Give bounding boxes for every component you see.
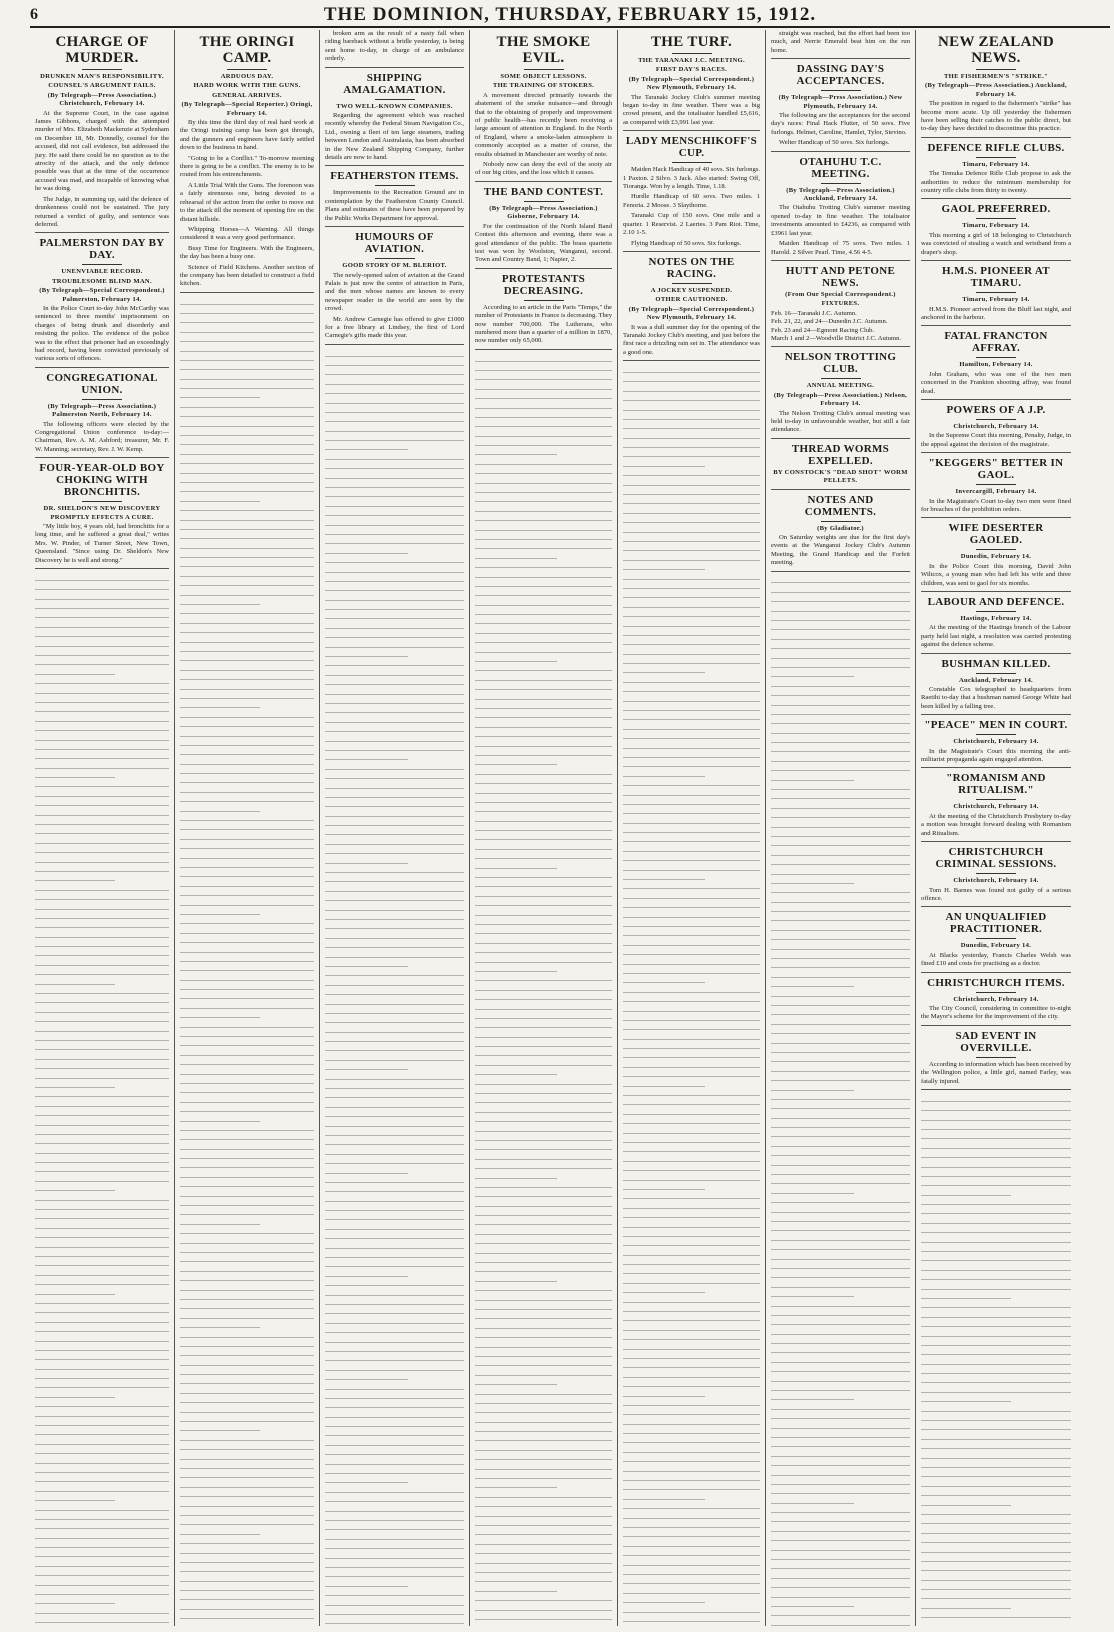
article-separator bbox=[921, 841, 1071, 842]
article-paragraph: John Graham, who was one of the two men concerned in the Frankton shooting affray, was found dead. bbox=[921, 370, 1071, 395]
article-dateline: (By Gladiator.) bbox=[817, 524, 864, 532]
article-body bbox=[623, 166, 760, 248]
headline-rule bbox=[976, 1057, 1016, 1058]
article bbox=[921, 719, 1071, 764]
headline-rule bbox=[976, 673, 1016, 674]
article-paragraph: Science of Field Kitchens. Another section of the company has been detailed to construct a field kitchen. bbox=[180, 263, 314, 288]
article-paragraph: For the continuation of the North Island Band Contest this afternoon and evening, there was a good attendance of the public. The brass quartette test was won by Woolston, Wanganui, second. Town and Country Band, 1; Napier, 2. bbox=[475, 222, 612, 264]
headline-rule bbox=[672, 162, 712, 163]
article-headline: FEATHERSTON ITEMS. bbox=[330, 170, 459, 183]
article-dateline: Dunedin, February 14. bbox=[960, 942, 1032, 950]
article-headline: NELSON TROTTING CLUB. bbox=[784, 351, 897, 376]
article-headline: FOUR-YEAR-OLD BOY CHOKING WITH BRONCHITIS. bbox=[39, 462, 165, 499]
article-paragraph: Whipping Horses—A Warning. All things considered it was a very good performance. bbox=[180, 225, 314, 242]
article bbox=[35, 372, 169, 454]
article-headline: CHRISTCHURCH CRIMINAL SESSIONS. bbox=[935, 846, 1057, 871]
headline-rule bbox=[821, 521, 861, 522]
article-body bbox=[771, 30, 910, 55]
headline-rule bbox=[821, 90, 861, 91]
article-dateline: Christchurch, February 14. bbox=[953, 995, 1039, 1003]
article-paragraph: "My little boy, 4 years old, had bronchitis for a long time, and he suffered a great deal," writes Mrs. W. Pinder, of Turner Street, New Town, Queensland. "Since using Dr. Sheldon's New Discovery he is well and strong." bbox=[35, 523, 169, 564]
article-separator bbox=[623, 251, 760, 252]
ad-subheading: BY CONSTOCK'S "DEAD SHOT" WORM PELLETS. bbox=[773, 468, 908, 485]
article-dateline: (By Telegraph—Press Association.) Christchurch, February 14. bbox=[47, 91, 157, 108]
article-paragraph: This morning a girl of 18 belonging to Christchurch was convicted of stealing a watch and wristband from a draper's shop. bbox=[921, 231, 1071, 256]
article bbox=[921, 34, 1071, 134]
article-subheading: TROUBLESOME BLIND MAN. bbox=[52, 277, 152, 285]
article-subheading: HARD WORK WITH THE GUNS. bbox=[193, 82, 301, 90]
headline-rule bbox=[976, 734, 1016, 735]
article-paragraph: Improvements to the Recreation Ground are in contemplation by the Featherston County Council. Plans and estimates of these have been prepared by the Public Works Department for approval. bbox=[325, 189, 464, 222]
article-dateline: (By Telegraph—Special Correspondent.) New Plymouth, February 14. bbox=[628, 75, 755, 92]
article-dateline: (By Telegraph—Press Association.) Gisborne, February 14. bbox=[489, 204, 598, 221]
article-dateline: (By Telegraph—Press Association.) Nelson, February 14. bbox=[773, 391, 908, 408]
article-headline: "KEGGERS" BETTER IN GAOL. bbox=[928, 457, 1064, 482]
article-separator bbox=[35, 568, 169, 569]
article bbox=[921, 772, 1071, 838]
article-paragraph: At the meeting of the Christchurch Presbytery to-day a motion was brought forward dealing with Romanism and Ritualism. bbox=[921, 812, 1071, 837]
article-headline: "ROMANISM AND RITUALISM." bbox=[946, 772, 1046, 797]
article bbox=[771, 30, 910, 55]
article-separator bbox=[921, 972, 1071, 973]
headline-rule bbox=[82, 69, 122, 70]
article-paragraph: According to an article in the Paris "Temps," the number of Protestants in France is decreasing. They now number 700,000. The Lutherans, who numbered more than a quarter of a million in 1870, now number only 65,000. bbox=[475, 303, 612, 345]
article-dateline: (By Telegraph—Special Correspondent.) Palmerston, February 14. bbox=[39, 287, 165, 303]
article-paragraph: At the meeting of the Hastings branch of the Labour party held last night, a resolution was carried protesting against the defence scheme. bbox=[921, 624, 1071, 649]
article-separator bbox=[180, 292, 314, 293]
column-7 bbox=[916, 30, 1076, 1626]
column-4 bbox=[470, 30, 618, 1626]
article-separator bbox=[771, 571, 910, 572]
article-body bbox=[35, 523, 169, 565]
article-body bbox=[921, 1061, 1071, 1086]
article-headline: THE TURF. bbox=[650, 34, 733, 50]
article-paragraph: Mr. Andrew Carnegie has offered to give £1000 for a free library at Lindsey, the first of Lord Carnegie's gifts made this year. bbox=[325, 315, 464, 340]
article-separator bbox=[921, 591, 1071, 592]
article bbox=[35, 34, 169, 229]
article-headline: SHIPPING AMALGAMATION. bbox=[343, 71, 446, 96]
article bbox=[475, 186, 612, 265]
article bbox=[921, 846, 1071, 903]
article-subheading: OTHER CAUTIONED. bbox=[655, 296, 728, 304]
article-headline: WIFE DESERTER GAOLED. bbox=[948, 522, 1044, 547]
article bbox=[623, 34, 760, 127]
article-headline: NOTES AND COMMENTS. bbox=[804, 493, 877, 518]
article-separator bbox=[771, 151, 910, 152]
article-paragraph: The Taranaki Jockey Club's summer meeting began to-day in fine weather. There was a big crowd present, and the totalisator handled £5,616, as compared with £3,991 last year. bbox=[623, 93, 760, 126]
article-dateline: Christchurch, February 14. bbox=[953, 877, 1039, 885]
article-separator bbox=[921, 325, 1071, 326]
article-body bbox=[921, 498, 1071, 515]
article-paragraph: Hurdle Handicap of 60 sovs. Two miles. 1 Fenoria. 2 Moose. 3 Slaythorne. bbox=[623, 193, 760, 209]
article-paragraph: According to information which has been received by the Wellington police, a little girl, named Farley, was fatally injured. bbox=[921, 1060, 1071, 1085]
article-subheading: TWO WELL-KNOWN COMPANIES. bbox=[336, 102, 453, 110]
fixtures-title: FIXTURES. bbox=[821, 300, 860, 308]
article-separator bbox=[921, 198, 1071, 199]
article-body bbox=[35, 305, 169, 364]
article-separator bbox=[771, 346, 910, 347]
article-headline: CHARGE OF MURDER. bbox=[55, 34, 149, 66]
article-separator bbox=[35, 457, 169, 458]
article-paragraph: Flying Handicap of 50 sovs. Six furlongs. bbox=[631, 239, 742, 247]
article-paragraph: The Judge, in summing up, said the defence of drunkenness could not be sustained. The jury returned a verdict of guilty, and sentence was deferred. bbox=[35, 195, 169, 228]
article-paragraph: The following are the acceptances for the second day's races: Final Hack Flutter, of 50 sovs. Five furlongs. Helmet, Caroline, Hamlet, Tylor, Stevino. bbox=[771, 112, 910, 136]
headline-rule bbox=[672, 283, 712, 284]
article-headline: NOTES ON THE RACING. bbox=[648, 255, 735, 280]
article-headline: THE ORINGI CAMP. bbox=[199, 34, 295, 66]
article-separator bbox=[623, 130, 760, 131]
article-subheading: DR. SHELDON'S NEW DISCOVERY PROMPTLY EFFECTS A CURE. bbox=[43, 505, 161, 521]
article-paragraph: straight was reached, but the effort had been too much, and Nerrie Emerald beat him on the run home. bbox=[771, 30, 910, 54]
headline-rule bbox=[375, 258, 415, 259]
column-filler bbox=[325, 348, 464, 1626]
article-separator bbox=[475, 268, 612, 269]
article-paragraph: At Blacks yesterday, Francis Charles Welsh was fined £10 and costs for practising as a doctor. bbox=[921, 951, 1071, 968]
headline-rule bbox=[821, 183, 861, 184]
headline-rule bbox=[976, 157, 1016, 158]
article-separator bbox=[623, 360, 760, 361]
article bbox=[325, 170, 464, 223]
article-paragraph: Maiden Hack Handicap of 40 sovs. Six furlongs. 1 Paxton. 2 Silvo. 3 Jack. Also started: Swing Off, Tioranga. Won by a length. Time, 1.18. bbox=[623, 166, 760, 191]
article-subheading: THE TRAINING OF STOKERS. bbox=[492, 82, 595, 90]
article-body bbox=[180, 119, 314, 289]
article-body bbox=[921, 306, 1071, 323]
article-body bbox=[35, 110, 169, 230]
headline-rule bbox=[375, 185, 415, 186]
article-paragraph: The newly-opened salon of aviation at the Grand Palais is just now the centre of attraction in Paris, and the men whose names are known to every newspaper reader in the world are seen by the crowd. bbox=[325, 271, 464, 313]
article-separator bbox=[921, 399, 1071, 400]
article-dateline: Hamilton, February 14. bbox=[959, 361, 1033, 369]
article bbox=[921, 596, 1071, 650]
article-paragraph: On Saturday weights are due for the first day's events at the Wanganui Jockey Club's Autumn Meeting, the Grand Handicap and the Forfeit meeting. bbox=[771, 534, 910, 567]
fixture-item: Feb. 16—Taranaki J.C. Autumn. bbox=[771, 309, 857, 317]
article-body bbox=[475, 304, 612, 346]
article-paragraph: In the Magistrate's Court this morning the anti-militarist propaganda again engaged attention. bbox=[921, 747, 1071, 764]
headline-rule bbox=[976, 357, 1016, 358]
headline-rule bbox=[976, 292, 1016, 293]
article-separator bbox=[325, 226, 464, 227]
article-body bbox=[921, 813, 1071, 838]
article-body bbox=[921, 952, 1071, 969]
article-headline: PROTESTANTS DECREASING. bbox=[501, 272, 586, 297]
headline-rule bbox=[82, 501, 122, 502]
article-separator bbox=[35, 367, 169, 368]
hutt-petone-box bbox=[771, 260, 910, 343]
column-filler bbox=[180, 296, 314, 1626]
article-body bbox=[921, 624, 1071, 649]
article-paragraph: In the Magistrate's Court to-day two men were fined for breaches of the prohibition orders. bbox=[921, 497, 1071, 513]
article bbox=[771, 494, 910, 568]
article-dateline: Christchurch, February 14. bbox=[953, 803, 1039, 811]
article-paragraph: A Little Trial With the Guns. The forenoon was a fairly strenuous one, being devoted to a rehearsal of the action from the order to move out to the attack till the moment of opening fire on the distant hillside. bbox=[180, 181, 314, 223]
article-dateline: Christchurch, February 14. bbox=[953, 738, 1039, 746]
article bbox=[771, 156, 910, 257]
headline-rule bbox=[375, 99, 415, 100]
article-headline: THE BAND CONTEST. bbox=[483, 185, 604, 198]
article-separator bbox=[771, 489, 910, 490]
article-subheading: UNENVIABLE RECORD. bbox=[61, 268, 143, 276]
article-subheading: FIRST DAY'S RACES. bbox=[655, 66, 728, 74]
article-paragraph: Welter Handicap of 50 sovs. Six furlongs. bbox=[779, 139, 890, 147]
article-separator bbox=[325, 165, 464, 166]
article-body bbox=[35, 421, 169, 455]
article-dateline: Timaru, February 14. bbox=[962, 296, 1030, 304]
headline-rule bbox=[976, 873, 1016, 874]
article-paragraph: Busy Time for Engineers. With the Engineers, the day has been a busy one. bbox=[180, 244, 314, 261]
article bbox=[325, 30, 464, 64]
article-body bbox=[475, 92, 612, 178]
article-subheading: ANNUAL MEETING. bbox=[806, 382, 875, 390]
article-subheading: DRUNKEN MAN'S RESPONSIBILITY. bbox=[40, 73, 164, 80]
article-dateline: (By Telegraph—Press Association.) Auckland, February 14. bbox=[786, 186, 895, 203]
article bbox=[771, 63, 910, 147]
article-subheading: ARDUOUS DAY. bbox=[220, 73, 274, 80]
article-body bbox=[921, 887, 1071, 904]
article bbox=[921, 658, 1071, 712]
column-filler bbox=[921, 1093, 1071, 1626]
article-separator bbox=[325, 67, 464, 68]
article-headline: BUSHMAN KILLED. bbox=[941, 657, 1051, 670]
article-paragraph: At the Supreme Court, in the case against James Gibbons, charged with the attempted murder of Mrs. Elizabeth Mackenzie at Sydenham on December 18, Mr. Donnelly, counsel for the accused, did not call evidence, but addressed the jury. He said there could be no question as to the atrocity of the attack, and the only defence possible was that at the time of the occurrence accused was mad, and incapable of knowing what he was doing. bbox=[35, 109, 169, 193]
article-body bbox=[475, 223, 612, 265]
article-body bbox=[623, 94, 760, 128]
article-subheading: SOME OBJECT LESSONS. bbox=[500, 73, 587, 80]
ad-headline: THREAD WORMS EXPELLED. bbox=[791, 442, 890, 467]
article-body bbox=[921, 1005, 1071, 1022]
article-headline: CHRISTCHURCH ITEMS. bbox=[927, 976, 1065, 989]
article-headline: SAD EVENT IN OVERVILLE. bbox=[955, 1029, 1037, 1054]
article-body bbox=[921, 371, 1071, 396]
article bbox=[921, 457, 1071, 514]
article-paragraph: In the Police Court to-day John McCarthy was sentenced to three months' imprisonment on charges of being drunk and disorderly and resisting the police. The evidence of the police was to the effect that prisoner had an exceedingly bad record, having been convicted previously of various sorts of offences. bbox=[35, 304, 169, 363]
article-body bbox=[921, 563, 1071, 588]
article bbox=[35, 237, 169, 363]
column-filler bbox=[475, 353, 612, 1626]
article-headline: AN UNQUALIFIED PRACTITIONER. bbox=[945, 911, 1047, 936]
article-body bbox=[325, 272, 464, 341]
article bbox=[921, 522, 1071, 588]
headline-rule bbox=[672, 53, 712, 54]
article-paragraph: The City Council, considering in committee to-night the Mayor's scheme for the improvement of the city. bbox=[921, 1004, 1071, 1021]
article-separator bbox=[921, 653, 1071, 654]
article bbox=[771, 351, 910, 434]
column-filler bbox=[771, 575, 910, 1626]
article bbox=[475, 273, 612, 346]
article-subheading: THE TARANAKI J.C. MEETING. bbox=[638, 57, 745, 64]
fixture-item: March 1 and 2—Woodville District J.C. Autumn. bbox=[771, 334, 902, 342]
article-separator bbox=[475, 349, 612, 350]
fixture-item: Feb. 21, 22, and 24—Dunedin J.C. Autumn. bbox=[771, 318, 888, 326]
article-headline: "PEACE" MEN IN COURT. bbox=[924, 719, 1068, 732]
headline-rule bbox=[976, 611, 1016, 612]
article-body bbox=[921, 432, 1071, 449]
article bbox=[325, 231, 464, 341]
article-separator bbox=[921, 906, 1071, 907]
article-paragraph: The Otahuhu Trotting Club's summer meeting opened to-day in fine weather. The totalisator investments amounted to £4236, as compared with £3961 last year. bbox=[771, 204, 910, 237]
headline-rule bbox=[227, 69, 267, 70]
column-filler bbox=[623, 364, 760, 1626]
article-paragraph: The Temuka Defence Rifle Club propose to ask the authorities to reduce the minimum membership for country rifle clubs from thirty to twenty. bbox=[921, 170, 1071, 195]
article-body bbox=[771, 534, 910, 568]
article-headline: LABOUR AND DEFENCE. bbox=[927, 596, 1065, 608]
article-paragraph: It was a dull summer day for the opening of the Taranaki Jockey Club's meeting, and just before the first race a drizzling rain set in. The attendance was a good one. bbox=[623, 323, 760, 356]
article-body bbox=[771, 204, 910, 256]
article-dateline: Auckland, February 14. bbox=[958, 676, 1033, 684]
headline-rule bbox=[524, 69, 564, 70]
article bbox=[921, 1030, 1071, 1086]
article-subheading: COUNSEL'S ARGUMENT FAILS. bbox=[48, 82, 156, 90]
article-headline: GAOL PREFERRED. bbox=[941, 203, 1051, 216]
box-rule bbox=[771, 260, 910, 261]
masthead bbox=[30, 4, 1110, 28]
article bbox=[921, 142, 1071, 196]
column-5 bbox=[618, 30, 766, 1626]
article bbox=[35, 462, 169, 565]
article-dateline: Dunedin, February 14. bbox=[960, 553, 1032, 561]
article-headline: DASSING DAY'S ACCEPTANCES. bbox=[796, 63, 885, 88]
fixture-item: Feb. 23 and 24—Egmont Racing Club. bbox=[771, 326, 875, 334]
article-paragraph: The Nelson Trotting Club's annual meeting was held to-day in unfavourable weather, but still a fair attendance. bbox=[771, 409, 910, 434]
article bbox=[921, 977, 1071, 1022]
article-body bbox=[325, 189, 464, 223]
article-headline: NEW ZEALAND NEWS. bbox=[938, 34, 1054, 66]
article bbox=[325, 72, 464, 163]
article-body bbox=[771, 112, 910, 148]
article-headline: PALMERSTON DAY BY DAY. bbox=[39, 237, 165, 262]
article-paragraph: In the Supreme Court this morning, Penalty, Judge, in the appeal against the decision of the magistrate. bbox=[921, 432, 1071, 448]
article-body bbox=[921, 748, 1071, 765]
article-subheading: GENERAL ARRIVES. bbox=[212, 91, 282, 99]
article-paragraph: Maiden Handicap of 75 sovs. Two miles. 1 Harold. 2 Silver Pearl. Time, 4.56 4-5. bbox=[771, 240, 910, 256]
article-dateline: (By Telegraph—Press Association.) Auckland, February 14. bbox=[925, 82, 1067, 98]
article-paragraph: Tom H. Barnes was found not guilty of a serious offence. bbox=[921, 886, 1071, 902]
article bbox=[921, 265, 1071, 322]
article-paragraph: The following officers were elected by the Congregational Union conference to-day:—Chairman, Rev. A. M. Ashford; treasurer, Mr. F. W. Manning; secretary, Rev. J. W. Kemp. bbox=[35, 420, 169, 453]
article-headline: LADY MENSCHIKOFF'S CUP. bbox=[625, 135, 758, 160]
headline-rule bbox=[524, 300, 564, 301]
article bbox=[623, 135, 760, 248]
article-paragraph: H.M.S. Pioneer arrived from the Bluff last night, and anchored in the harbour. bbox=[921, 305, 1071, 321]
article-body bbox=[921, 686, 1071, 711]
column-filler bbox=[35, 572, 169, 1626]
article-paragraph: In the Police Court this morning, David John Wiltcox, a young man who had left his wife and three children, was sent to gaol for six months. bbox=[921, 562, 1071, 587]
headline-rule bbox=[82, 399, 122, 400]
article-separator bbox=[325, 344, 464, 345]
headline-rule bbox=[976, 799, 1016, 800]
headline-rule bbox=[821, 378, 861, 379]
article bbox=[921, 404, 1071, 449]
article-separator bbox=[921, 260, 1071, 261]
article bbox=[180, 34, 314, 289]
article-headline: FATAL FRANCTON AFFRAY. bbox=[944, 330, 1048, 355]
article-body bbox=[325, 30, 464, 64]
headline-rule bbox=[976, 938, 1016, 939]
article-dateline: Timaru, February 14. bbox=[962, 160, 1030, 168]
article-body bbox=[325, 112, 464, 162]
article bbox=[921, 330, 1071, 396]
article-dateline: (By Telegraph—Special Correspondent.) New Plymouth, February 14. bbox=[628, 305, 755, 322]
article-subheading: GOOD STORY OF M. BLERIOT. bbox=[342, 262, 447, 270]
article-dateline: (By Telegraph—Special Reporter.) Oringi, February 14. bbox=[181, 101, 313, 117]
article-paragraph: A movement directed primarily towards the abatement of the smoke nuisance—and through that to the obtaining of properly and improvement of public health—has recently been receiving a large amount of attention in England. In the North of England, where a smoke-laden atmosphere is commonly accepted as a matter of course, the results obtained in Manchester are worthy of note. bbox=[475, 91, 612, 158]
article-dateline: Invercargill, February 14. bbox=[955, 488, 1037, 496]
article-separator bbox=[921, 517, 1071, 518]
column-1 bbox=[30, 30, 175, 1626]
article-headline: POWERS OF A J.P. bbox=[946, 403, 1046, 416]
article-body bbox=[623, 324, 760, 358]
article-separator bbox=[921, 767, 1071, 768]
article-body bbox=[921, 100, 1071, 134]
article-headline: OTAHUHU T.C. MEETING. bbox=[799, 155, 882, 180]
article-dateline: Hastings, February 14. bbox=[960, 615, 1032, 622]
article-paragraph: broken arm as the result of a nasty fall when riding bareback without a bridle yesterday, is being sent home to-day, in charge of an ambulance orderly. bbox=[325, 30, 464, 63]
article-dateline: (By Telegraph—Press Association.) New Plymouth, February 14. bbox=[778, 94, 903, 110]
article-body bbox=[771, 410, 910, 435]
box-headline: HUTT AND PETONE NEWS. bbox=[785, 264, 896, 289]
article-dateline: (By Telegraph—Press Association.) Palmerston North, February 14. bbox=[47, 402, 157, 419]
thread-worms-ad bbox=[771, 438, 910, 486]
article bbox=[475, 34, 612, 178]
article-separator bbox=[35, 232, 169, 233]
headline-rule bbox=[976, 218, 1016, 219]
article-paragraph: Regarding the agreement which was reached recently whereby the Federal Steam Navigation Co., Ltd., owning a fleet of ten large steamers, trading between London and Australasia, has been absorbed in the New Zealand Shipping Company, further details are now to hand. bbox=[325, 112, 464, 162]
newspaper-title: THE DOMINION, THURSDAY, FEBRUARY 15, 1912. bbox=[323, 4, 817, 25]
headline-rule bbox=[976, 484, 1016, 485]
article-subheading: A JOCKEY SUSPENDED. bbox=[650, 286, 733, 294]
column-6 bbox=[766, 30, 916, 1626]
headline-rule bbox=[524, 201, 564, 202]
article-paragraph: Constable Cox telegraphed to headquarters from Raetihi to-day that a bushman named George White had been killed by a falling tree. bbox=[921, 686, 1071, 710]
headline-rule bbox=[976, 419, 1016, 420]
article bbox=[623, 256, 760, 357]
article-separator bbox=[921, 1025, 1071, 1026]
box-subheading: (From Our Special Correspondent.) bbox=[785, 290, 896, 298]
article-separator bbox=[921, 714, 1071, 715]
box-rule bbox=[771, 438, 910, 439]
article-headline: H.M.S. PIONEER AT TIMARU. bbox=[942, 265, 1050, 290]
article-separator bbox=[921, 137, 1071, 138]
article-body bbox=[921, 170, 1071, 195]
article-headline: CONGREGATIONAL UNION. bbox=[46, 371, 158, 396]
headline-rule bbox=[976, 992, 1016, 993]
article-paragraph: "Going to be a Conflict." To-morrow morning there is going to be a conflict. The enemy is to be routed from his entrenchments. bbox=[180, 154, 314, 179]
article-dateline: Christchurch, February 14. bbox=[953, 422, 1039, 430]
article-paragraph: Taranaki Cup of 150 sovs. One mile and a quarter. 1 Reservist. 2 Laertes. 3 Pam Riot. Time, 2.10 1-5. bbox=[623, 212, 760, 237]
page-number: 6 bbox=[30, 6, 38, 23]
headline-rule bbox=[976, 69, 1016, 70]
article-separator bbox=[475, 181, 612, 182]
article-paragraph: By this time the third day of real hard work at the Oringi training camp has been got through, and the gunners and engineers have fairly settled down to the business in hand. bbox=[180, 119, 314, 152]
article-headline: DEFENCE RIFLE CLUBS. bbox=[927, 141, 1065, 154]
article-body bbox=[921, 232, 1071, 257]
article-subheading: THE FISHERMEN'S "STRIKE." bbox=[943, 73, 1049, 80]
article-headline: THE SMOKE EVIL. bbox=[496, 34, 591, 66]
headline-rule bbox=[82, 264, 122, 265]
headline-rule bbox=[976, 549, 1016, 550]
article bbox=[921, 203, 1071, 257]
article-separator bbox=[921, 1089, 1071, 1090]
article-headline: HUMOURS OF AVIATION. bbox=[355, 231, 434, 256]
article-dateline: Timaru, February 14. bbox=[962, 222, 1030, 230]
column-3 bbox=[320, 30, 470, 1626]
article-paragraph: The position in regard to the fishermen's "strike" has become more acute. Up till yesterday the fishermen have been selling their catches to the public direct, but to-day they have decided to discontinue this practice. bbox=[921, 100, 1071, 133]
article-separator bbox=[771, 58, 910, 59]
article-separator bbox=[921, 452, 1071, 453]
article-paragraph: Nobody now can deny the evil of the sooty air of our big cities, and the loss which it causes. bbox=[475, 161, 612, 177]
column-2 bbox=[175, 30, 320, 1626]
article bbox=[921, 911, 1071, 968]
